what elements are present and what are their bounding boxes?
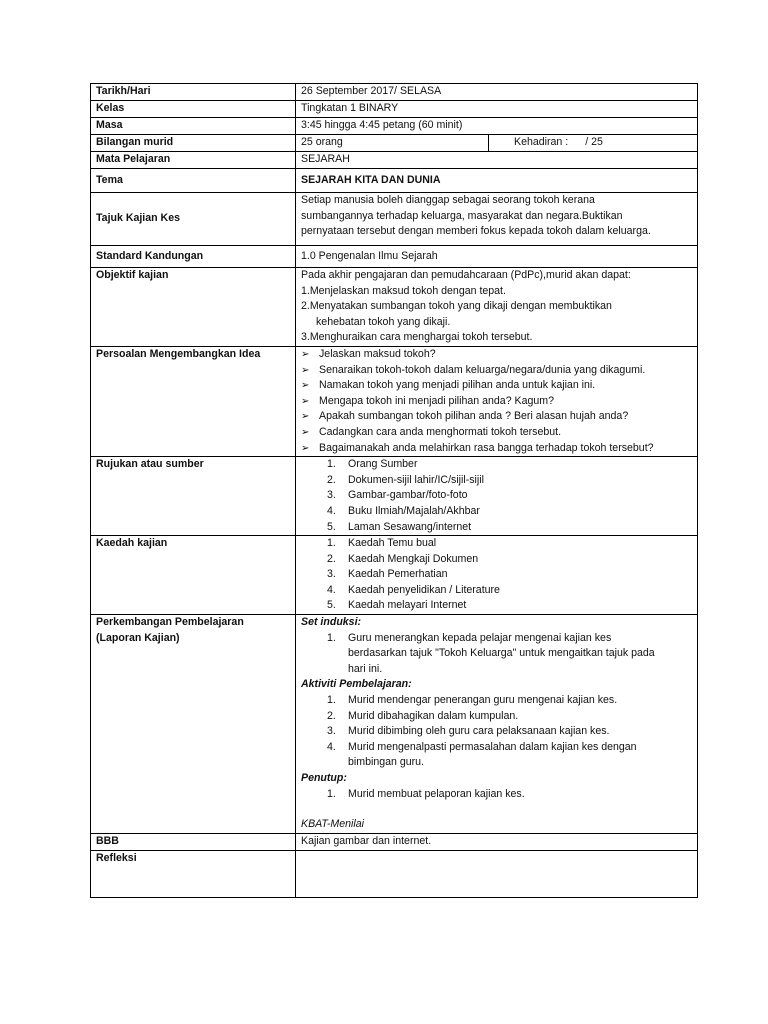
objektif-item: 2.Menyatakan sumbangan tokoh yang dikaji dengan membuktikan <box>301 300 612 313</box>
rujukan-item <box>301 457 692 473</box>
label-tema: Tema <box>91 169 296 193</box>
label-refleksi: Refleksi <box>91 850 296 897</box>
row-rujukan <box>91 457 698 536</box>
item-number: 5. <box>327 520 336 533</box>
label-masa: Masa <box>91 118 296 135</box>
set-induksi-heading: Set induksi: <box>301 616 362 629</box>
value-tajuk <box>296 193 698 246</box>
row-kaedah <box>91 536 698 615</box>
item-number: 1. <box>327 458 336 471</box>
row-tema <box>91 169 698 193</box>
tajuk-line: pernyataan tersebut dengan memberi fokus kepada tokoh dalam keluarga. <box>301 225 651 238</box>
persoalan-item: ➢ Apakah sumbangan tokoh pilihan anda ? Beri alasan hujah anda? <box>301 409 692 425</box>
row-tarikh <box>91 84 698 101</box>
item-number: 2. <box>327 552 336 565</box>
value-bilangan <box>296 135 698 152</box>
row-objektif <box>91 268 698 347</box>
row-mata-pelajaran <box>91 152 698 169</box>
kehadiran-value: / 25 <box>585 136 603 148</box>
item-number: 1. <box>327 694 336 707</box>
kaedah-item <box>301 583 692 599</box>
objektif-item: 1.Menjelaskan maksud tokoh dengan tepat. <box>301 284 506 297</box>
label-bilangan: Bilangan murid <box>91 135 296 152</box>
kaedah-item <box>301 598 692 614</box>
value-masa: 3:45 hingga 4:45 petang (60 minit) <box>296 118 698 135</box>
value-standard: 1.0 Pengenalan Ilmu Sejarah <box>296 246 698 268</box>
persoalan-item: ➢ Jelaskan maksud tokoh? <box>301 347 692 363</box>
row-refleksi <box>91 850 698 897</box>
value-mata-pelajaran: SEJARAH <box>296 152 698 169</box>
label-kaedah: Kaedah kajian <box>91 536 296 615</box>
label-perkembangan-line: Perkembangan Pembelajaran <box>96 616 244 629</box>
penutup-list <box>301 787 692 803</box>
value-kaedah <box>296 536 698 615</box>
persoalan-item: ➢ Namakan tokoh yang menjadi pilihan anda untuk kajian ini. <box>301 378 692 394</box>
rujukan-item <box>301 473 692 489</box>
persoalan-item: ➢ Bagaimanakah anda melahirkan rasa bangga terhadap tokoh tersebut? <box>301 441 692 457</box>
lesson-plan-table <box>90 83 698 898</box>
value-perkembangan <box>296 615 698 834</box>
row-persoalan <box>91 346 698 456</box>
aktiviti-item: 1. Murid mendengar penerangan guru mengenai kajian kes. <box>301 693 692 709</box>
persoalan-item: ➢ Cadangkan cara anda menghormati tokoh tersebut. <box>301 425 692 441</box>
item-number: 1. <box>327 787 336 800</box>
row-masa <box>91 118 698 135</box>
value-rujukan <box>296 457 698 536</box>
value-tarikh: 26 September 2017/ SELASA <box>296 84 698 101</box>
item-text: Kaedah Temu bual <box>348 537 437 550</box>
value-kelas: Tingkatan 1 BINARY <box>296 101 698 118</box>
label-standard: Standard Kandungan <box>91 246 296 268</box>
set-induksi-item: 1. Guru menerangkan kepada pelajar mengenai kajian kes berdasarkan tajuk "Tokoh Keluarga" untuk mengaitkan tajuk pada hari ini. <box>327 631 655 675</box>
label-kelas: Kelas <box>91 101 296 118</box>
tajuk-line: Setiap manusia boleh dianggap sebagai seorang tokoh kerana <box>301 194 595 206</box>
aktiviti-heading: Aktiviti Pembelajaran: <box>301 678 412 691</box>
item-text: Kaedah Mengkaji Dokumen <box>348 552 479 565</box>
label-mata-pelajaran: Mata Pelajaran <box>91 152 296 169</box>
item-number: 5. <box>327 599 336 612</box>
rujukan-list <box>301 457 692 535</box>
item-number: 3. <box>327 489 336 502</box>
label-perkembangan <box>91 615 296 834</box>
objektif-item: 3.Menghuraikan cara menghargai tokoh tersebut. <box>301 331 533 344</box>
item-number: 4. <box>327 583 336 596</box>
label-perkembangan-line: (Laporan Kajian) <box>96 631 180 644</box>
rujukan-item <box>301 488 692 504</box>
item-text: Gambar-gambar/foto-foto <box>348 489 468 502</box>
rujukan-item <box>301 504 692 520</box>
item-number: 3. <box>327 725 336 738</box>
item-text: Kaedah penyelidikan / Literature <box>348 583 500 596</box>
kaedah-item <box>301 552 692 568</box>
aktiviti-item: 4. Murid mengenalpasti permasalahan dalam kajian kes dengan bimbingan guru. <box>327 740 637 769</box>
persoalan-item: ➢ Mengapa tokoh ini menjadi pilihan anda? Kagum? <box>301 394 692 410</box>
item-number: 1. <box>327 537 336 550</box>
penutup-item: 1. Murid membuat pelaporan kajian kes. <box>301 787 692 803</box>
kbat-note: KBAT-Menilai <box>301 818 364 831</box>
item-number: 4. <box>327 740 336 753</box>
aktiviti-item: 2. Murid dibahagikan dalam kumpulan. <box>301 709 692 725</box>
item-number: 4. <box>327 504 336 517</box>
value-persoalan <box>296 346 698 456</box>
item-number: 1. <box>327 631 336 644</box>
persoalan-item: ➢ Senaraikan tokoh-tokoh dalam keluarga/negara/dunia yang dikagumi. <box>301 363 692 379</box>
value-objektif <box>296 268 698 347</box>
label-persoalan: Persoalan Mengembangkan Idea <box>91 346 296 456</box>
bilangan-count: 25 orang <box>301 135 489 151</box>
item-number: 2. <box>327 473 336 486</box>
label-bbb: BBB <box>91 833 296 850</box>
tajuk-line: sumbangannya terhadap keluarga, masyarakat dan negara.Buktikan <box>301 209 623 222</box>
row-perkembangan <box>91 615 698 834</box>
label-tajuk: Tajuk Kajian Kes <box>91 193 296 246</box>
kehadiran-label: Kehadiran : <box>514 136 569 148</box>
item-text: Buku Ilmiah/Majalah/Akhbar <box>348 504 480 517</box>
item-text: Orang Sumber <box>348 458 418 471</box>
item-number: 3. <box>327 568 336 581</box>
value-refleksi <box>296 850 698 897</box>
row-bbb <box>91 833 698 850</box>
aktiviti-list <box>301 693 692 771</box>
label-tarikh: Tarikh/Hari <box>91 84 296 101</box>
row-kelas <box>91 101 698 118</box>
objektif-intro: Pada akhir pengajaran dan pemudahcaraan (PdPc),murid akan dapat: <box>301 269 631 281</box>
penutup-heading: Penutup: <box>301 772 347 784</box>
set-induksi-list <box>301 631 692 678</box>
row-standard <box>91 246 698 268</box>
item-number: 2. <box>327 709 336 722</box>
persoalan-list <box>301 347 692 456</box>
rujukan-item <box>301 520 692 536</box>
value-bbb: Kajian gambar dan internet. <box>296 833 698 850</box>
label-rujukan: Rujukan atau sumber <box>91 457 296 536</box>
kaedah-list <box>301 536 692 614</box>
kaedah-item <box>301 567 692 583</box>
label-objektif: Objektif kajian <box>91 268 296 347</box>
value-tema: SEJARAH KITA DAN DUNIA <box>296 169 698 193</box>
item-text: Laman Sesawang/internet <box>348 520 472 533</box>
item-text: Kaedah Pemerhatian <box>348 568 448 581</box>
item-text: Dokumen-sijil lahir/IC/sijil-sijil <box>348 473 484 486</box>
row-bilangan <box>91 135 698 152</box>
item-text: Kaedah melayari Internet <box>348 599 467 612</box>
objektif-item: kehebatan tokoh yang dikaji. <box>316 315 451 328</box>
kaedah-item <box>301 536 692 552</box>
row-tajuk <box>91 193 698 246</box>
aktiviti-item: 3. Murid dibimbing oleh guru cara pelaksanaan kajian kes. <box>301 724 692 740</box>
